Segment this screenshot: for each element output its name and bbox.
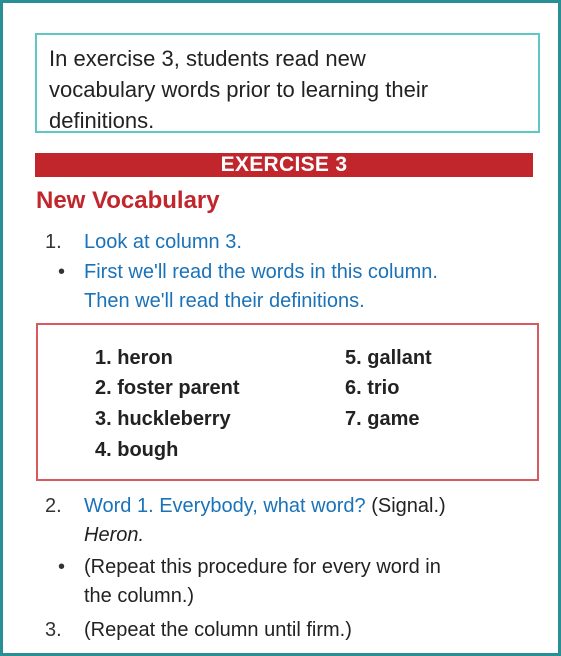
step-1-bullet: •	[58, 261, 66, 283]
step-2-bullet-line-2: the column.)	[84, 585, 195, 607]
intro-callout	[35, 33, 540, 133]
step-2-number: 2.	[45, 495, 62, 517]
step-2-line	[84, 491, 446, 521]
word-item: 3. huckleberry	[95, 408, 231, 430]
word-item: 4. bough	[95, 439, 179, 461]
word-item: 6. trio	[345, 377, 400, 399]
intro-line-2: vocabulary words prior to learning their	[49, 77, 429, 102]
step-3-text: (Repeat the column until firm.)	[84, 619, 352, 641]
step-1-number: 1.	[45, 231, 62, 253]
step-1-bullet-line-1: First we'll read the words in this column.	[84, 261, 438, 283]
section-heading: New Vocabulary	[36, 187, 220, 214]
step-2-signal: (Signal.)	[371, 495, 446, 517]
step-2-teacher-prompt: Word 1. Everybody, what word?	[84, 495, 366, 517]
word-item: 2. foster parent	[95, 377, 240, 399]
step-3-number: 3.	[45, 619, 62, 641]
word-item: 7. game	[345, 408, 420, 430]
step-2-answer: Heron.	[84, 524, 145, 546]
intro-line-3: definitions.	[49, 108, 155, 133]
step-2-bullet: •	[58, 556, 66, 578]
word-item: 1. heron	[95, 347, 173, 369]
intro-line-1: In exercise 3, students read new	[49, 46, 366, 71]
step-2-bullet-line-1: (Repeat this procedure for every word in	[84, 556, 441, 578]
word-item: 5. gallant	[345, 347, 432, 369]
exercise-banner: EXERCISE 3	[35, 153, 533, 177]
step-1-bullet-line-2: Then we'll read their definitions.	[84, 290, 365, 312]
vocabulary-word-box	[36, 323, 539, 481]
step-1-text: Look at column 3.	[84, 231, 242, 253]
